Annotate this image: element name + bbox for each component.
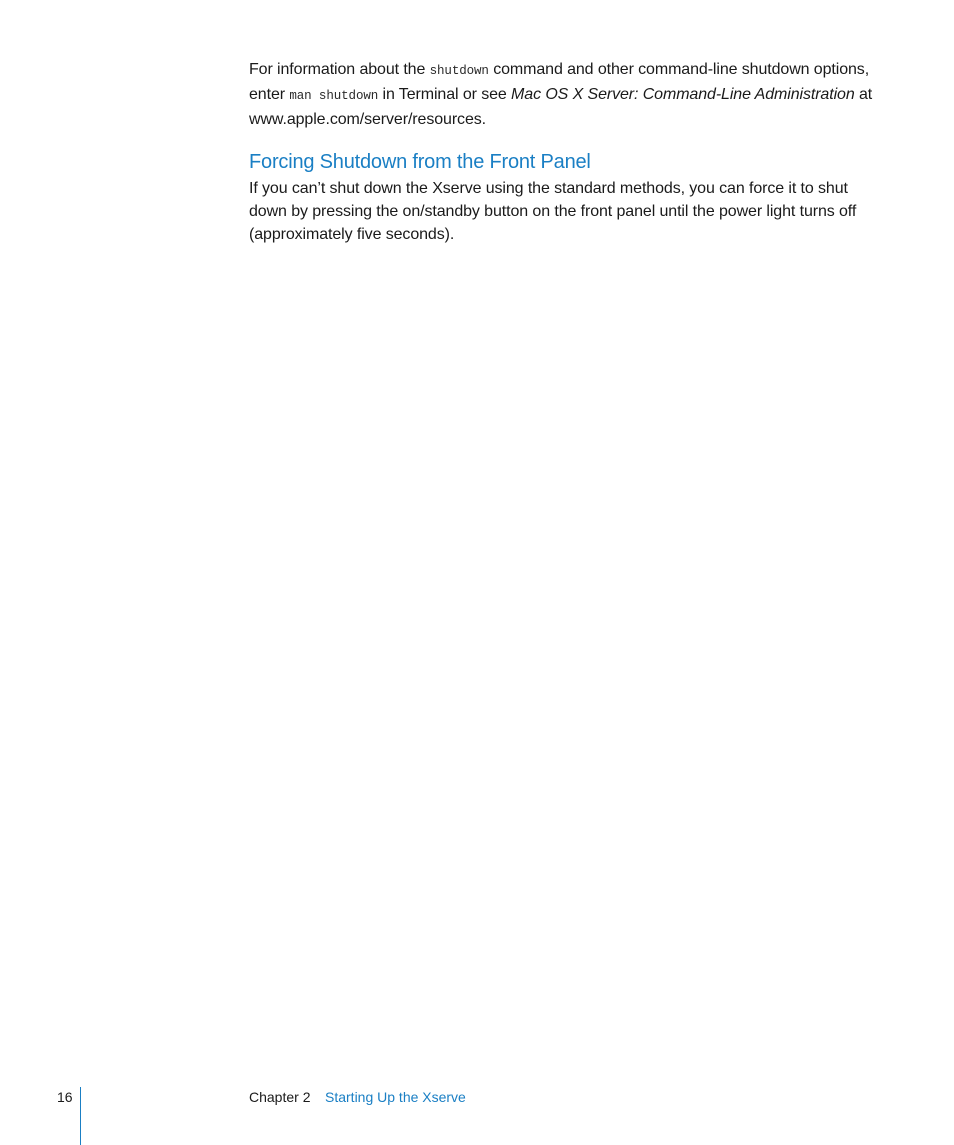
paragraph-text: at www.apple.com/server/resources. — [249, 86, 873, 128]
paragraph-text: command and other command-line shutdown options, enter — [249, 61, 870, 103]
paragraph-forcing-shutdown: If you can’t shut down the Xserve using the standard methods, you can force it to shut down by pressing the on/standby button on the front panel until the power light turns off (approximately five seconds). — [249, 180, 857, 243]
chapter-label: Chapter 2 — [249, 1089, 311, 1105]
page-footer — [0, 1085, 954, 1145]
book-title: Mac OS X Server: Command-Line Administration — [511, 86, 855, 103]
paragraph-shutdown-info — [249, 58, 879, 131]
paragraph-text: in Terminal or see — [378, 86, 512, 103]
man-shutdown-command: man shutdown — [289, 89, 379, 103]
paragraph-text: For information about the — [249, 61, 430, 78]
footer-divider — [80, 1087, 81, 1145]
shutdown-command: shutdown — [429, 64, 489, 78]
page-content — [249, 58, 879, 246]
page-number: 16 — [57, 1089, 73, 1105]
section-heading: Forcing Shutdown from the Front Panel — [249, 151, 591, 173]
chapter-title: Starting Up the Xserve — [325, 1089, 466, 1105]
